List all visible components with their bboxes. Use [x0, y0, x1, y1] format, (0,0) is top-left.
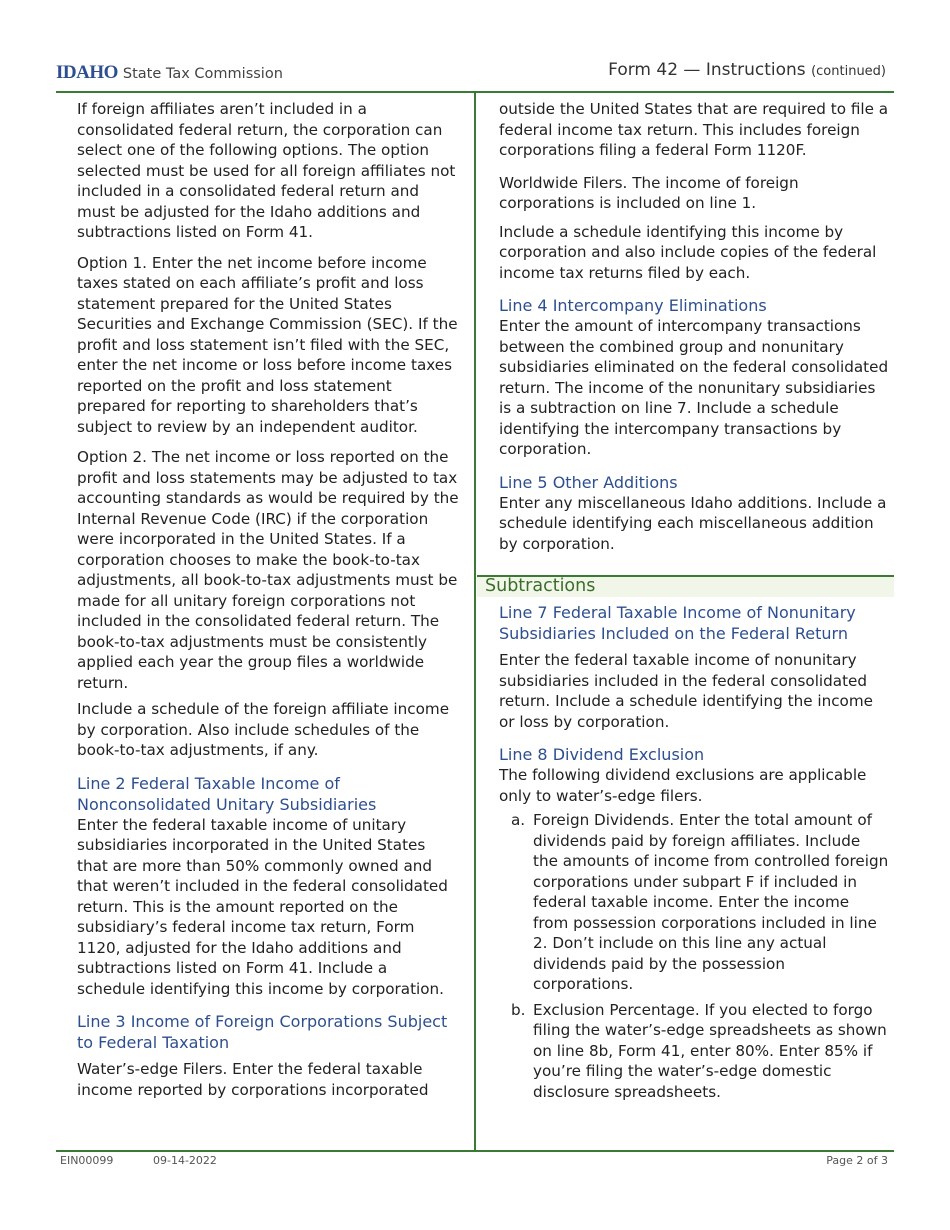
option2-paragraph	[77, 447, 459, 693]
page-header	[56, 60, 894, 92]
list-item-text: If you elected to forgo filing the water’s-edge spreadsheets as shown on line 8b, Form 41, enter 80%. Enter 85% if you’re filing the water’s-edge domestic disclosure spreadsheets.	[533, 1000, 887, 1101]
dividend-list	[499, 810, 889, 1102]
line3-heading: Line 3 Income of Foreign Corporations Subject to Federal Taxation	[77, 1012, 448, 1052]
idaho-logo	[56, 62, 283, 84]
logo-mark: IDAHO	[56, 62, 118, 83]
footer-rule	[56, 1150, 894, 1152]
worldwide-paragraph	[499, 173, 889, 214]
line5-heading: Line 5 Other Additions	[499, 472, 678, 492]
worldwide-text: The income of foreign corporations is included on line 1.	[499, 173, 799, 212]
left-column	[77, 99, 459, 1110]
logo-text: State Tax Commission	[122, 66, 283, 82]
line4-text: Enter the amount of intercompany transactions between the combined group and nonunitary subsidiaries eliminated on the federal consolidated return. The income of the nonunitary subsidiaries is a subtraction on line 7. Include a schedule identifying the intercompany transactions by corporation.	[499, 317, 889, 458]
section-title: Subtractions	[485, 576, 596, 596]
list-marker: b.	[511, 1000, 526, 1019]
form-title	[608, 60, 886, 80]
include-note: Include a schedule identifying this income by corporation and also include copies of the federal income tax returns filed by each.	[499, 222, 877, 282]
intro-paragraph: If foreign affiliates aren’t included in a consolidated federal return, the corporation can select one of the following options. The option selected must be used for all foreign affiliates not included in a consolidated federal return and must be adjusted for the Idaho additions and subtractions listed on Form 41.	[77, 100, 456, 241]
list-item-label: Exclusion Percentage.	[533, 1000, 700, 1019]
schedule-note: Include a schedule of the foreign affiliate income by corporation. Also include schedules of the book-to-tax adjustments, if any.	[77, 700, 450, 759]
form-title-note: (continued)	[811, 64, 886, 79]
line3-text: Enter the federal taxable income reported by corporations incorporated	[77, 1060, 429, 1099]
line2-heading: Line 2 Federal Taxable Income of Nonconsolidated Unitary Subsidiaries	[77, 773, 377, 814]
option1-paragraph	[77, 253, 459, 438]
list-item	[511, 810, 889, 995]
subtractions-section-bar	[477, 575, 894, 597]
line5-text: Enter any miscellaneous Idaho additions. Include a schedule identifying each miscellaneous addition by corporation.	[499, 493, 887, 553]
option1-text: Enter the net income before income taxes stated on each affiliate’s profit and loss statement prepared for the United States Securities and Exchange Commission (SEC). If the profit and loss statement isn’t filed with the SEC, enter the net income or loss before income taxes reported on the profit and loss statement prepared for reporting to shareholders that’s subject to review by an independent auditor.	[77, 253, 458, 436]
line7-text: Enter the federal taxable income of nonunitary subsidiaries included in the federal consolidated return. Include a schedule identifying the income or loss by corporation.	[499, 651, 873, 731]
line8-heading: Line 8 Dividend Exclusion	[499, 745, 705, 764]
footer-page-number: Page 2 of 3	[826, 1154, 888, 1167]
line7-heading: Line 7 Federal Taxable Income of Nonunitary Subsidiaries Included on the Federal Return	[499, 603, 856, 643]
option2-text: The net income or loss reported on the profit and loss statements may be adjusted to tax accounting standards as would be required by the Internal Revenue Code (IRC) if the corporation were incorporated in the United States. If a corporation chooses to make the book-to-tax adjustments, all book-to-tax adjustments must be made for all unitary foreign corporations not included in the consolidated federal return. The book-to-tax adjustments must be consistently applied each year the group files a worldwide return.	[77, 448, 459, 692]
list-item-text: Enter the total amount of dividends paid by foreign affiliates. Include the amounts of income from controlled foreign corporations under subpart F if included in federal taxable income. Enter the income from possession corporations included in line 2. Don’t include on this line any actual dividends paid by the possession corporations.	[533, 811, 889, 993]
option2-label: Option 2.	[77, 448, 148, 466]
line2-text: Enter the federal taxable income of unitary subsidiaries incorporated in the United States that are more than 50% commonly owned and that weren’t included in the federal consolidated return. This is the amount reported on the subsidiary’s federal income tax return, Form 1120, adjusted for the Idaho additions and subtractions listed on Form 41. Include a schedule identifying this income by corporation.	[77, 815, 448, 998]
footer-code: EIN00099	[60, 1154, 114, 1167]
line3-label: Water’s-edge Filers.	[77, 1060, 228, 1078]
worldwide-label: Worldwide Filers.	[499, 173, 628, 192]
continued-text: outside the United States that are required to file a federal income tax return. This includes foreign corporations filing a federal Form 1120F.	[499, 100, 889, 159]
line3-paragraph	[77, 1059, 459, 1100]
list-item	[511, 1000, 889, 1103]
footer-date: 09-14-2022	[153, 1154, 217, 1167]
list-marker: a.	[511, 811, 526, 829]
list-item-label: Foreign Dividends.	[533, 811, 675, 829]
right-column	[499, 99, 889, 1107]
option1-label: Option 1.	[77, 253, 148, 272]
form-title-text: Form 42 — Instructions	[608, 60, 806, 80]
column-divider	[474, 92, 476, 1151]
line4-heading: Line 4 Intercompany Eliminations	[499, 296, 767, 315]
line8-text: The following dividend exclusions are applicable only to water’s-edge filers.	[499, 766, 867, 805]
